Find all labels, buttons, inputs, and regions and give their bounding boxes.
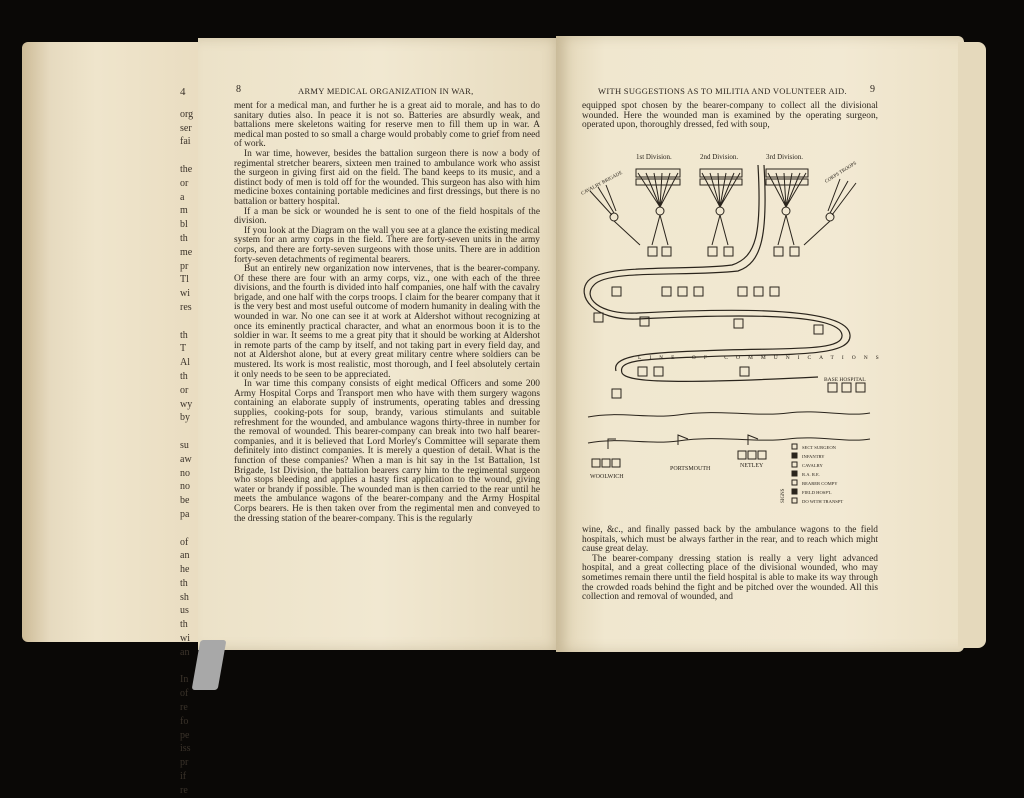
previous-page-fragment: su [180, 439, 189, 451]
previous-page-fragment: of [180, 688, 189, 700]
previous-page-fragment: org [180, 108, 194, 120]
diagram-label-corps-troops: CORPS TROOPS [824, 161, 858, 185]
town-netley: NETLEY [740, 463, 764, 469]
left-paragraph: ment for a medical man, and further he is a great aid to morale, and has to do sanitary duties also. In peace it is not so. Batteries are absurdly weak, and battalions mere skeletons waiting for reserve men to fill them up in war. A medical man posted to so small a charge would probably come to grief from need of work. [234, 101, 540, 150]
bearer-company-diagram [578, 145, 887, 515]
line-of-communications [590, 165, 850, 381]
previous-page-fragment: wi [180, 633, 190, 645]
left-paragraph: But an entirely new organization now intervenes, that is the bearer-company. Of these there are four with an army corps, viz., one with each of the three divisions, and the fourth is divided into half companies, one half with the cavalry brigade, and one half with the corps troops. I claim for the bearer company that it is the very best and most useful outcome of modern humanity in dealing with the wounded in war. No one can see it at work at Aldershot without recognizing at once its eminently practical character, and what an enormous boon it is to the soldier in war. It seems to me a great pity that it should be working at Aldershot in remote parts of the camp by itself, and not taking part in every field day, and not at Aldershot alone, but at every great military centre where soldiers can be mustered. Its work is most realistic, most thorough, and I feel absolutely certain it only needs to be seen to be appreciated. [234, 264, 540, 380]
line-of-communications-label: LINE OF COMMUNICATIONS [638, 355, 887, 361]
right-running-head: WITH SUGGESTIONS AS TO MILITIA AND VOLUNTEER AID. [598, 86, 847, 96]
previous-page-fragment: no [180, 467, 190, 479]
previous-page-fragment: pr [180, 260, 189, 272]
right-page-number: 9 [870, 84, 875, 95]
previous-page-fragment: In [180, 674, 189, 686]
division-fans [590, 169, 856, 245]
previous-page-fragment: wy [180, 398, 193, 410]
previous-page-fragment: res [180, 301, 192, 313]
previous-page-fragment: pr [180, 757, 189, 769]
previous-page-fragment: me [180, 246, 193, 258]
previous-page-fragment: be [180, 495, 190, 507]
legend-title: SIGNS [781, 488, 786, 503]
previous-page-fragment: us [180, 605, 189, 617]
previous-page-number: 4 [180, 86, 186, 98]
diagram-legend [792, 444, 843, 504]
town-woolwich: WOOLWICH [590, 474, 624, 480]
previous-page-fragment: or [180, 177, 189, 189]
right-page-bottom-text [582, 526, 878, 612]
previous-page-fragment: th [180, 577, 188, 589]
right-bottom-paragraph: wine, &c., and finally passed back by the ambulance wagons to the field hospitals, which must be always farther in the rear, and to reach which might cause great delay. [582, 525, 878, 555]
right-page-top-text [582, 102, 878, 134]
diagram-label-1st-division: 1st Division. [636, 153, 672, 161]
previous-page-fragment: fo [180, 715, 189, 727]
legend-item: R.A. R.E. [802, 472, 820, 477]
previous-page-fragment: no [180, 481, 190, 493]
left-paragraph: If you look at the Diagram on the wall you see at a glance the existing medical system for an army corps in the field. There are forty-seven units in the army corps, and there are forty-seven surgeons with those units. There are in addition forty-seven detachments of regimental bearers. [234, 225, 540, 265]
legend-item: SECT SURGEON [802, 445, 836, 450]
previous-page-fragment: T [180, 343, 187, 355]
legend-swatch [792, 453, 797, 458]
legend-item: CAVALRY [802, 463, 823, 468]
previous-page-fragment: an [180, 646, 190, 658]
legend-swatch [792, 489, 797, 494]
town-portsmouth: PORTSMOUTH [670, 466, 711, 472]
previous-page-fragment: he [180, 564, 190, 576]
legend-swatch [792, 498, 797, 503]
previous-page-fragment: ser [180, 122, 192, 134]
left-page-number: 8 [236, 84, 241, 95]
previous-page-fragment: th [180, 370, 188, 382]
right-top-paragraph: equipped spot chosen by the bearer-company to collect all the divisional wounded. Here the wounded man is examined by the operating surgeon, operated upon, thoroughly dressed, fed with soup, [582, 101, 878, 131]
previous-page-fragment: sh [180, 591, 189, 603]
right-page-edges [958, 42, 986, 648]
coastline [588, 412, 870, 417]
previous-page-fragment: of [180, 536, 189, 548]
left-page-body [234, 102, 540, 614]
previous-page-fragment: m [180, 205, 188, 217]
legend-swatch [792, 480, 797, 485]
left-paragraph: In war time this company consists of eight medical Officers and some 200 Army Hospital Corps and Transport men who have with them surgery wagons containing an elaborate supply of instruments, operating tables and dressing supplies, cooking-pots for soup, brandy, various stimulants and suitable refreshment for the wounded, and ambulance wagons thirty-three in number for the removal of wounded. This bearer-company can break into two half bearer-companies, and it is believed that Lord Morley's Committee will separate them definitely into distinct companies. It is merely a question of detail. What is the function of these companies? When a man is hit say in the 1st Battalion, 1st Brigade, 1st Division, the battalion bearers carry him to the regimental surgeon who stops bleeding and applies a hasty first application to the wound, giving water or brandy if possible. The wounded man is then carried to the rear until he meets the ambulance wagons of the bearer-company and the Army Hospital Corps bearers. He is then taken over from the regimental men and conveyed to the dressing station of the bearer-company. This is the regularly [234, 379, 540, 524]
base-hospital-label: BASE HOSPITAL [824, 377, 866, 383]
previous-page-fragment: fai [180, 136, 191, 148]
legend-swatch [792, 471, 797, 476]
previous-page-fragment: re [180, 784, 188, 796]
right-bottom-paragraph: The bearer-company dressing station is really a very light advanced hospital, and a great collecting place of the divisional wounded, who may sometimes remain there until the field hospital is able to make its way through the crowded roads behind the fight and be pitched over the wounded. All this collection and removal of wounded, and [582, 553, 878, 603]
previous-page-fragment: a [180, 191, 185, 203]
previous-page-fragment: th [180, 232, 188, 244]
left-paragraph: If a man be sick or wounded he is sent to one of the field hospitals of the division. [234, 206, 540, 227]
previous-page-fragment: aw [180, 453, 192, 465]
legend-swatch [792, 462, 797, 467]
previous-page-fragment: pe [180, 729, 190, 741]
diagram-label-cavalry: CAVALRY BRIGADE [580, 170, 624, 197]
legend-item: BEARER COMPY [802, 481, 838, 486]
previous-page-fragment: bl [180, 219, 188, 231]
legend-item: FIELD HOSP'L [802, 490, 832, 495]
left-paragraph: In war time, however, besides the battalion surgeon there is now a body of regimental stretcher bearers, sixteen men trained to ambulance work who assist the surgeon in giving first aid on the field. The band keeps to its music, and a distinct body of men is told off for the wounded. This surgeon has also with him medicine boxes containing portable medicines and first dressings, but there is no battalion or battery hospital. [234, 148, 540, 207]
legend-item: INFANTRY [802, 454, 825, 459]
previous-page-fragment: th [180, 329, 188, 341]
previous-page-fragment: th [180, 619, 188, 631]
left-running-head: ARMY MEDICAL ORGANIZATION IN WAR, [298, 86, 474, 96]
previous-page-fragment: by [180, 412, 190, 424]
legend-item: DO WITH TRANSPT [802, 499, 844, 504]
diagram-label-3rd-division: 3rd Division. [766, 153, 803, 161]
previous-page-fragment: or [180, 384, 189, 396]
previous-page-fragment: pa [180, 508, 190, 520]
legend-swatch [792, 444, 797, 449]
previous-page-fragment: wi [180, 288, 190, 300]
diagram-label-2nd-division: 2nd Division. [700, 153, 739, 161]
previous-page-fragment: the [180, 163, 193, 175]
previous-page-fragment: Al [180, 357, 190, 369]
previous-page-fragment: re [180, 702, 188, 714]
previous-page-fragment: iss [180, 743, 191, 755]
previous-page-fragment: Tl [180, 274, 189, 286]
previous-page-fragment: an [180, 550, 190, 562]
previous-page-fragment: if [180, 771, 187, 783]
